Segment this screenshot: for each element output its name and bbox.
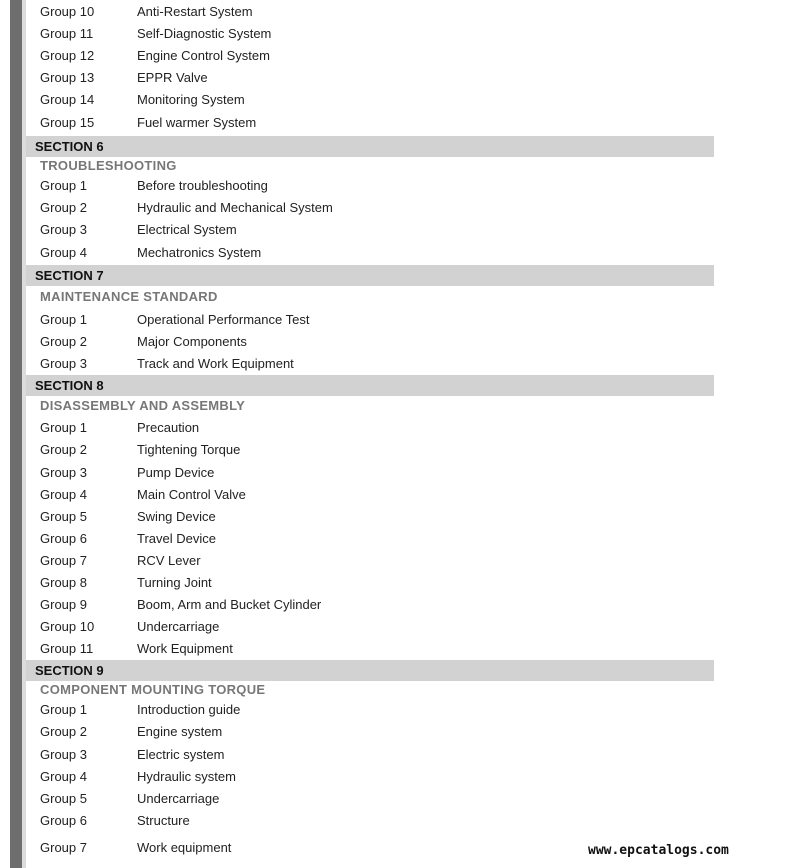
group-label: Group 10 [40, 4, 95, 19]
group-label: Group 11 [40, 26, 94, 41]
group-label: Group 2 [40, 334, 87, 349]
group-title: Mechatronics System [137, 245, 262, 260]
section-title: COMPONENT MOUNTING TORQUE [40, 682, 266, 697]
group-title: Undercarriage [137, 619, 220, 634]
group-title: Major Components [137, 334, 247, 349]
group-title: Electric system [137, 747, 225, 762]
group-label: Group 2 [40, 200, 87, 215]
group-title: Main Control Valve [137, 487, 246, 502]
section-title: MAINTENANCE STANDARD [40, 289, 218, 304]
group-title: Work Equipment [137, 641, 233, 656]
group-title: Electrical System [137, 222, 237, 237]
group-label: Group 11 [40, 641, 94, 656]
group-title: Fuel warmer System [137, 115, 257, 130]
group-title: Precaution [137, 420, 200, 435]
group-title: Work equipment [137, 840, 232, 855]
group-title: Undercarriage [137, 791, 220, 806]
section-title: TROUBLESHOOTING [40, 158, 177, 173]
group-title: Tightening Torque [137, 442, 241, 457]
group-title: EPPR Valve [137, 70, 208, 85]
group-title: Before troubleshooting [137, 178, 268, 193]
group-title: Monitoring System [137, 92, 245, 107]
group-label: Group 3 [40, 747, 87, 762]
group-label: Group 6 [40, 813, 87, 828]
group-title: Introduction guide [137, 702, 241, 717]
group-label: Group 10 [40, 619, 95, 634]
section-header: SECTION 8 [26, 375, 714, 396]
group-label: Group 1 [40, 420, 87, 435]
group-label: Group 15 [40, 115, 95, 130]
group-title: Engine system [137, 724, 223, 739]
group-title: Swing Device [137, 509, 216, 524]
group-title: RCV Lever [137, 553, 201, 568]
group-label: Group 3 [40, 465, 87, 480]
section-header: SECTION 9 [26, 660, 714, 681]
group-label: Group 5 [40, 791, 87, 806]
section-title: DISASSEMBLY AND ASSEMBLY [40, 398, 246, 413]
group-title: Self-Diagnostic System [137, 26, 272, 41]
group-label: Group 14 [40, 92, 95, 107]
watermark-url: www.epcatalogs.com [588, 843, 729, 858]
group-title: Structure [137, 813, 190, 828]
group-label: Group 3 [40, 222, 87, 237]
group-label: Group 12 [40, 48, 95, 63]
group-title: Engine Control System [137, 48, 270, 63]
left-margin-divider [22, 0, 26, 868]
group-title: Operational Performance Test [137, 312, 310, 327]
group-label: Group 4 [40, 245, 87, 260]
section-header: SECTION 7 [26, 265, 714, 286]
group-label: Group 2 [40, 442, 87, 457]
group-label: Group 4 [40, 487, 87, 502]
group-title: Turning Joint [137, 575, 212, 590]
group-label: Group 8 [40, 575, 87, 590]
group-label: Group 2 [40, 724, 87, 739]
group-label: Group 1 [40, 702, 87, 717]
group-title: Track and Work Equipment [137, 356, 294, 371]
group-title: Pump Device [137, 465, 215, 480]
group-label: Group 9 [40, 597, 87, 612]
group-label: Group 13 [40, 70, 95, 85]
group-label: Group 1 [40, 178, 87, 193]
section-header: SECTION 6 [26, 136, 714, 157]
group-title: Boom, Arm and Bucket Cylinder [137, 597, 322, 612]
group-label: Group 7 [40, 840, 87, 855]
group-title: Anti-Restart System [137, 4, 253, 19]
left-margin-bar [10, 0, 22, 868]
group-label: Group 1 [40, 312, 87, 327]
group-label: Group 6 [40, 531, 87, 546]
group-title: Hydraulic system [137, 769, 236, 784]
group-label: Group 7 [40, 553, 87, 568]
group-label: Group 5 [40, 509, 87, 524]
group-label: Group 3 [40, 356, 87, 371]
group-title: Hydraulic and Mechanical System [137, 200, 333, 215]
group-title: Travel Device [137, 531, 216, 546]
group-label: Group 4 [40, 769, 87, 784]
